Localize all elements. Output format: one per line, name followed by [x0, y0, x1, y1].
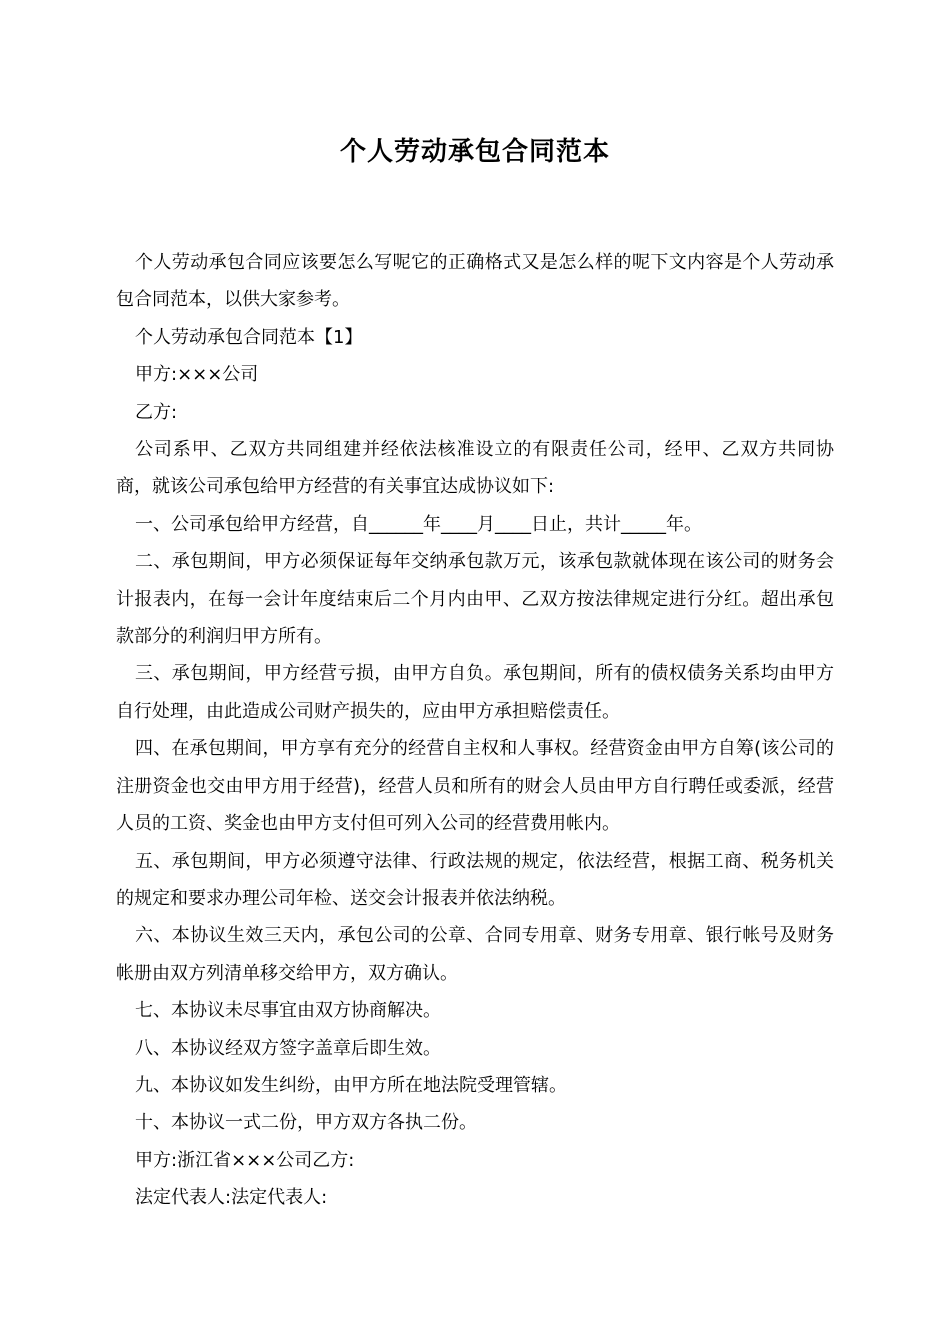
clause-9: 九、本协议如发生纠纷，由甲方所在地法院受理管辖。	[135, 1074, 567, 1096]
document-title: 个人劳动承包合同范本	[339, 137, 610, 167]
signature-representatives-line: 法定代表人:法定代表人:	[135, 1187, 328, 1209]
clause-7: 七、本协议未尽事宜由双方协商解决。	[135, 1000, 441, 1022]
clause-3: 三、承包期间，甲方经营亏损，由甲方自负。承包期间，所有的债权债务关系均由甲方自行处理，由此造成公司财产损失的，应由甲方承担赔偿责任。	[116, 663, 834, 722]
intro-paragraph: 个人劳动承包合同应该要怎么写呢它的正确格式又是怎么样的呢下文内容是个人劳动承包合同范本，以供大家参考。	[116, 252, 834, 311]
document-body	[116, 244, 834, 1217]
party-b-line: 乙方:	[135, 401, 178, 423]
clause-4: 四、在承包期间，甲方享有充分的经营自主权和人事权。经营资金由甲方自筹(该公司的注册资金也交由甲方用于经营)，经营人员和所有的财会人员由甲方自行聘任或委派，经营人员的工资、奖金也由甲方支付但可列入公司的经营费用帐内。	[116, 738, 834, 835]
clause-2: 二、承包期间，甲方必须保证每年交纳承包款万元，该承包款就体现在该公司的财务会计报表内，在每一会计年度结束后二个月内由甲、乙双方按法律规定进行分红。超出承包款部分的利润归甲方所有。	[116, 551, 834, 648]
clause-5: 五、承包期间，甲方必须遵守法律、行政法规的规定，依法经营，根据工商、税务机关的规定和要求办理公司年检、送交会计报表并依法纳税。	[116, 850, 834, 909]
preamble-paragraph: 公司系甲、乙双方共同组建并经依法核准设立的有限责任公司，经甲、乙双方共同协商，就该公司承包给甲方经营的有关事宜达成协议如下:	[116, 439, 834, 498]
clause-1: 一、公司承包给甲方经营，自______年____月____日止，共计_____年。	[135, 513, 702, 535]
signature-parties-line: 甲方:浙江省×××公司乙方:	[135, 1149, 355, 1171]
clause-8: 八、本协议经双方签字盖章后即生效。	[135, 1037, 441, 1059]
clause-10: 十、本协议一式二份，甲方双方各执二份。	[135, 1112, 477, 1134]
party-a-line: 甲方:×××公司	[135, 364, 259, 386]
clause-6: 六、本协议生效三天内，承包公司的公章、合同专用章、财务专用章、银行帐号及财务帐册由双方列清单移交给甲方，双方确认。	[116, 925, 834, 984]
section-heading: 个人劳动承包合同范本【1】	[135, 326, 363, 348]
